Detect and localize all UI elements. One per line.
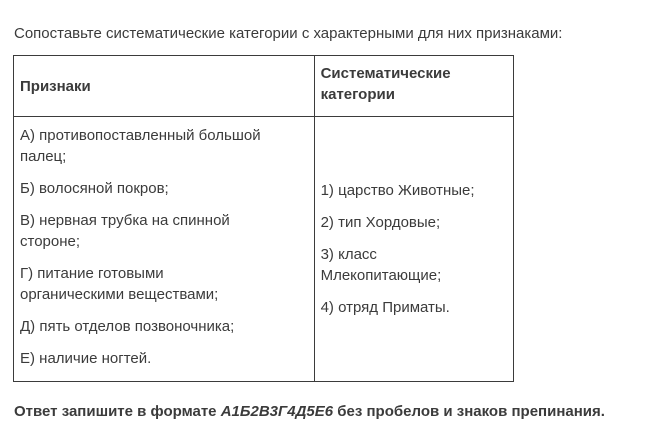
category-item-2 [321,212,509,233]
feature-a-line1: А) противопоставленный большой [20,127,261,144]
answer-suffix: без пробелов и знаков препинания. [333,403,605,420]
category-3-line1: 3) класс [320,246,377,263]
feature-item-d [20,316,310,337]
answer-instruction [14,402,605,422]
table-body-row [14,117,514,382]
categories-cell [314,117,513,382]
feature-b-line1: Б) волосяной покров; [20,180,169,197]
feature-g-line1: Г) питание готовыми [20,265,164,282]
header-categories-line2: категории [320,86,395,103]
header-categories-line1: Систематические [320,65,451,82]
features-cell [14,117,315,382]
feature-item-g [20,263,310,305]
feature-item-e [20,348,310,369]
feature-d-line1: Д) пять отделов позвоночника; [20,318,235,335]
table-header-row [14,56,514,117]
question-text: Сопоставьте систематические категории с характерными для них признаками: [14,25,563,42]
feature-item-a [20,125,310,167]
header-categories [314,56,513,117]
category-4-line1: 4) отряд Приматы. [320,299,450,316]
feature-item-b [20,178,310,199]
feature-item-v [20,210,310,252]
category-item-1 [321,180,509,201]
category-item-3 [321,244,509,286]
matching-table [13,55,514,382]
category-item-4 [321,297,509,318]
header-features: Признаки [14,56,315,117]
feature-e-line1: Е) наличие ногтей. [20,350,152,367]
feature-a-line2: палец; [20,148,67,165]
feature-v-line1: В) нервная трубка на спинной [20,212,230,229]
category-1-line1: 1) царство Животные; [320,182,475,199]
feature-g-line2: органическими веществами; [20,286,219,303]
answer-prefix: Ответ запишите в формате [14,403,221,420]
category-3-line2: Млекопитающие; [320,267,442,284]
category-2-line1: 2) тип Хордовые; [320,214,441,231]
answer-format: А1Б2В3Г4Д5Е6 [220,403,334,420]
feature-v-line2: стороне; [20,233,81,250]
